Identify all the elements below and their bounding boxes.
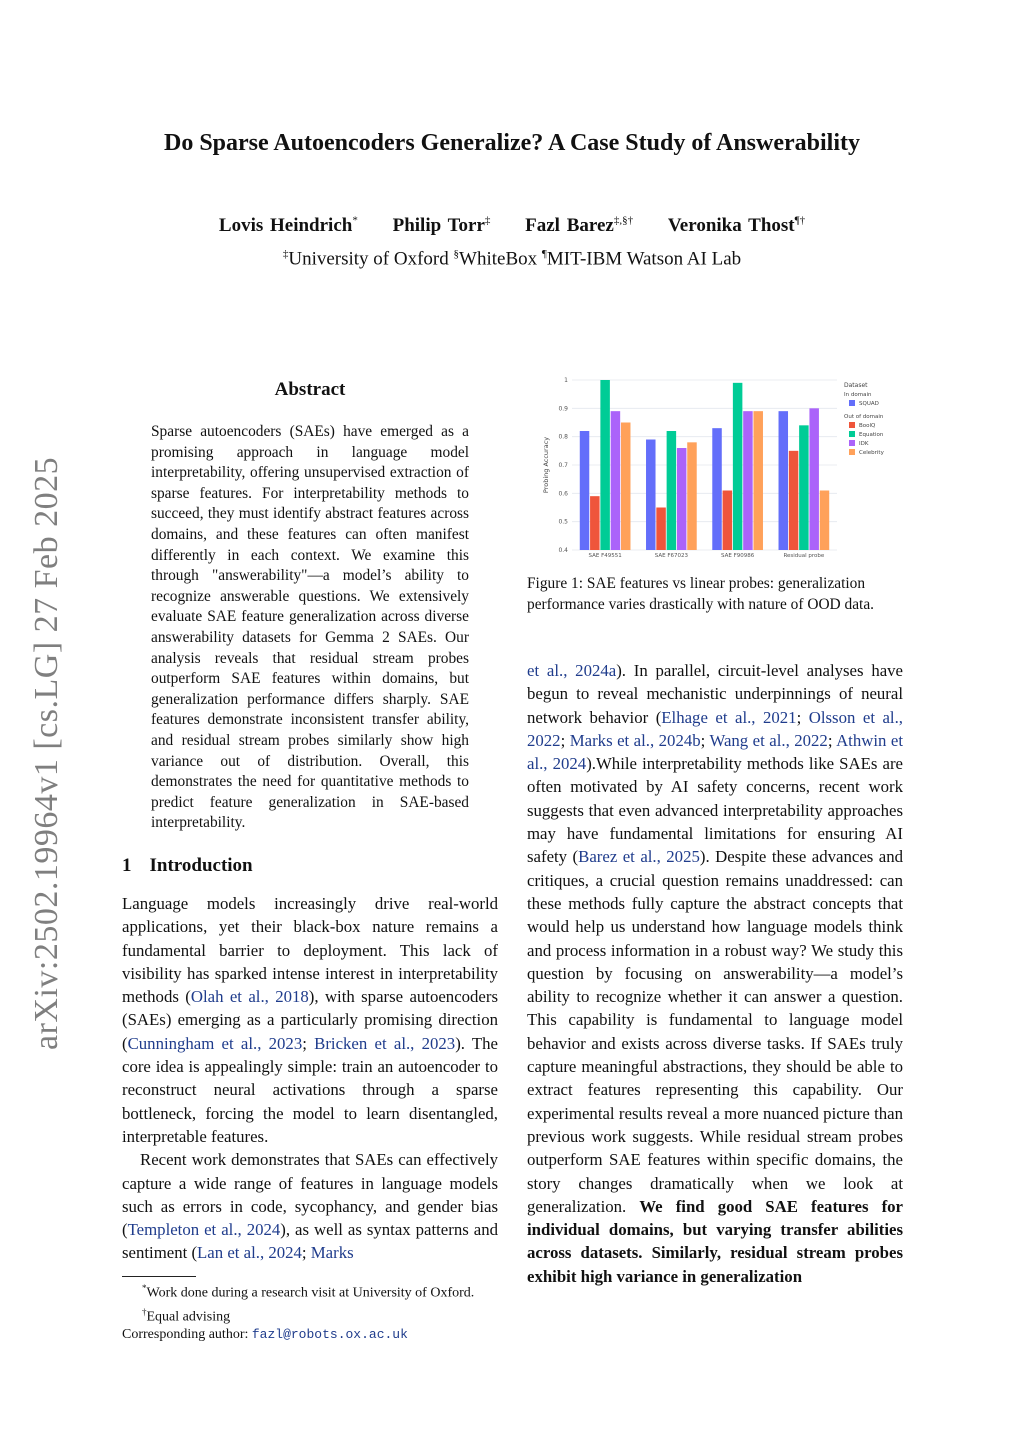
text-run: ; xyxy=(796,707,809,727)
citation-link[interactable]: Barez et al., 2025 xyxy=(578,847,700,867)
citation-link[interactable]: Templeton et al., 2024 xyxy=(127,1220,281,1240)
y-tick-label: 1 xyxy=(564,377,568,384)
section-heading: 1 Introduction xyxy=(122,855,253,876)
text-run: ; xyxy=(700,730,710,750)
y-tick-label: 0.4 xyxy=(558,547,568,554)
x-tick-label: SAE F49551 xyxy=(588,553,622,559)
bar-equation xyxy=(667,431,677,550)
bar-squad xyxy=(779,411,789,550)
citation-link[interactable]: Lan et al., 2024 xyxy=(197,1243,302,1263)
bar-equation xyxy=(600,380,610,550)
y-tick-label: 0.6 xyxy=(558,490,568,498)
bar-idk xyxy=(677,448,687,550)
citation-link[interactable]: Olsson et al., 2022 xyxy=(527,707,903,750)
citation-link[interactable]: Elhage et al., 2021 xyxy=(661,707,797,727)
legend-swatch xyxy=(849,400,855,406)
email-link[interactable]: fazl@robots.ox.ac.uk xyxy=(251,1327,408,1343)
legend-title: Dataset xyxy=(844,382,868,389)
legend-swatch xyxy=(849,422,855,428)
text-run: Recent work demonstrates that SAEs can effectively capture a wide range of features in language models such as errors in code, sycophancy, and gender bias ( xyxy=(122,1150,498,1240)
author: Veronika Thost¶† xyxy=(667,215,806,237)
citation-link[interactable]: Marks et al., 2024b xyxy=(569,730,701,750)
paragraph xyxy=(122,1148,498,1264)
footnote-rule xyxy=(122,1276,196,1277)
bar-boolq xyxy=(590,496,600,550)
text-run: ). Despite these advances and critiques, a crucial question remains unaddressed: can these methods fully capture the abstract concepts that would help us understand how language models think and process information in a robust way? We study this question by focusing on answerability—a model’s ability to recognize whether it can answer a question. This capability is fundamental to language model behavior and exists across diverse tasks. If SAEs truly capture meaningful abstractions, they should be able to extract features representing this capability. Our experimental results reveal a more nuanced picture than previous work suggests. While residual stream probes outperform SAE features within specific domains, the story changes dramatically when we look at generalization. xyxy=(527,847,903,1216)
bold-text: We find good SAE features for individual domains, but varying transfer abilities across datasets. Similarly, residual stream probes exhibit high variance in generalization xyxy=(527,1196,904,1286)
bar-boolq xyxy=(789,451,799,550)
text-run: ; xyxy=(302,1033,315,1053)
bar-idk xyxy=(809,408,819,550)
text-run: Language models increasingly drive real-world applications, yet their black-box nature remains a fundamental barrier to deployment. This lack of visibility has sparked intense interest in interpretability methods ( xyxy=(122,894,498,1007)
affiliation: WhiteBox xyxy=(459,248,538,270)
legend-label: IDK xyxy=(859,441,869,447)
arxiv-identifier: arXiv:2502.19964v1 [cs.LG] 27 Feb 2025 xyxy=(28,456,65,1050)
abstract-heading: Abstract xyxy=(274,379,346,400)
bar-celebrity xyxy=(820,491,830,551)
footnotes xyxy=(122,1279,502,1344)
bar-chart xyxy=(532,372,904,562)
author: Fazl Barez‡,§† xyxy=(525,215,634,237)
x-tick-label: Residual probe xyxy=(783,553,825,559)
citation-link[interactable]: Bricken et al., 2023 xyxy=(314,1033,456,1053)
citation-link[interactable]: Athwin et al., 2024 xyxy=(527,730,904,774)
bar-idk xyxy=(611,411,621,550)
legend-swatch xyxy=(849,431,855,437)
text-run: ), with sparse autoencoders (SAEs) emerging as a particularly promising direction ( xyxy=(122,987,498,1053)
bar-squad xyxy=(646,440,656,551)
x-tick-label: SAE F67023 xyxy=(654,553,688,559)
citation-link[interactable]: Cunningham et al., 2023 xyxy=(127,1033,303,1053)
citation-link[interactable]: Marks xyxy=(310,1243,354,1263)
legend-label: BoolQ xyxy=(859,423,876,429)
legend-group-label: In domain xyxy=(844,392,872,398)
x-tick-label: SAE F90986 xyxy=(721,553,755,559)
corresponding-author: Corresponding author: fazl@robots.ox.ac.uk xyxy=(122,1327,408,1343)
bar-boolq xyxy=(656,508,666,551)
bar-equation xyxy=(733,383,743,550)
citation-link[interactable]: Olah et al., 2018 xyxy=(190,987,309,1007)
text-run: ; xyxy=(827,730,837,750)
text-run: ; xyxy=(301,1243,311,1263)
abstract-text: Sparse autoencoders (SAEs) have emerged as a promising approach in language model interpretability, offering unsupervised extraction of sparse features. For interpretability methods to succeed, they must identify abstract features across domains, and these features can often manifest differently in each context. We examine this through "answerability"—a model’s ability to recognize answerable questions. We extensively evaluate SAE feature generalization across diverse answerability datasets for Gemma 2 SAEs. Our analysis reveals that residual stream probes outperform SAE features within domains, but generalization performance differs sharply. SAE features demonstrate inconsistent transfer ability, and residual stream probes similarly show high variance out of distribution. Overall, this demonstrates the need for quantitative methods to predict feature generalization in SAE-based interpretability. xyxy=(151,423,469,832)
legend-label: SQUAD xyxy=(859,401,879,407)
y-axis-label: Probing Accuracy xyxy=(542,436,550,494)
footnote: *Work done during a research visit at University of Oxford. xyxy=(142,1283,475,1301)
left-column-body xyxy=(122,892,498,1265)
author: Philip Torr‡ xyxy=(392,215,491,237)
text-run: ). In parallel, circuit-level analyses have begun to reveal mechanistic underpinnings of neural network behavior ( xyxy=(527,661,903,727)
affiliation: MIT-IBM Watson AI Lab xyxy=(546,248,742,270)
figure-1-chart xyxy=(532,372,904,562)
text-run: ). The core idea is appealingly simple: train an autoencoder to reconstruct neural activations through a sparse bottleneck, forcing the model to learn disentangled, interpretable features. xyxy=(122,1033,499,1146)
legend-label: Celebrity xyxy=(859,450,884,456)
affiliation: University of Oxford xyxy=(288,248,449,270)
y-tick-label: 0.9 xyxy=(558,405,568,413)
legend-swatch xyxy=(849,449,855,455)
figure-caption: Figure 1: SAE features vs linear probes: generalization performance varies drastically with nature of OOD data. xyxy=(527,575,875,613)
text-run: ).While interpretability methods like SAEs are often motivated by AI safety concerns, recent work suggests that even advanced interpretability approaches may have fundamental limitations for ensuring AI safety ( xyxy=(527,754,904,867)
right-column-body xyxy=(527,659,903,1288)
citation-link[interactable]: Wang et al., 2022 xyxy=(709,730,828,750)
bar-celebrity xyxy=(687,442,697,550)
paper-title: Do Sparse Autoencoders Generalize? A Case Study of Answerability xyxy=(164,130,860,156)
legend-label: Equation xyxy=(859,432,884,438)
y-tick-label: 0.7 xyxy=(558,462,568,469)
text-run: ; xyxy=(560,730,570,750)
bar-squad xyxy=(712,428,722,550)
bar-celebrity xyxy=(621,423,631,551)
y-tick-label: 0.5 xyxy=(558,518,568,526)
bar-idk xyxy=(743,411,753,550)
bar-squad xyxy=(580,431,590,550)
citation-link[interactable]: et al., 2024a xyxy=(527,661,617,680)
paragraph xyxy=(122,892,498,1148)
text-run: ), as well as syntax patterns and sentiment ( xyxy=(122,1220,498,1263)
author: Lovis Heindrich* xyxy=(218,215,358,237)
bar-equation xyxy=(799,425,809,550)
bar-boolq xyxy=(723,491,733,551)
author-list xyxy=(0,215,1024,237)
y-tick-label: 0.8 xyxy=(558,433,568,441)
legend-group-label: Out of domain xyxy=(844,414,884,420)
footnote: †Equal advising xyxy=(142,1306,231,1325)
bar-celebrity xyxy=(753,411,763,550)
legend-swatch xyxy=(849,440,855,446)
affiliations: ‡University of Oxford §WhiteBox ¶MIT-IBM Watson AI Lab xyxy=(282,248,742,270)
paragraph xyxy=(527,659,903,1288)
